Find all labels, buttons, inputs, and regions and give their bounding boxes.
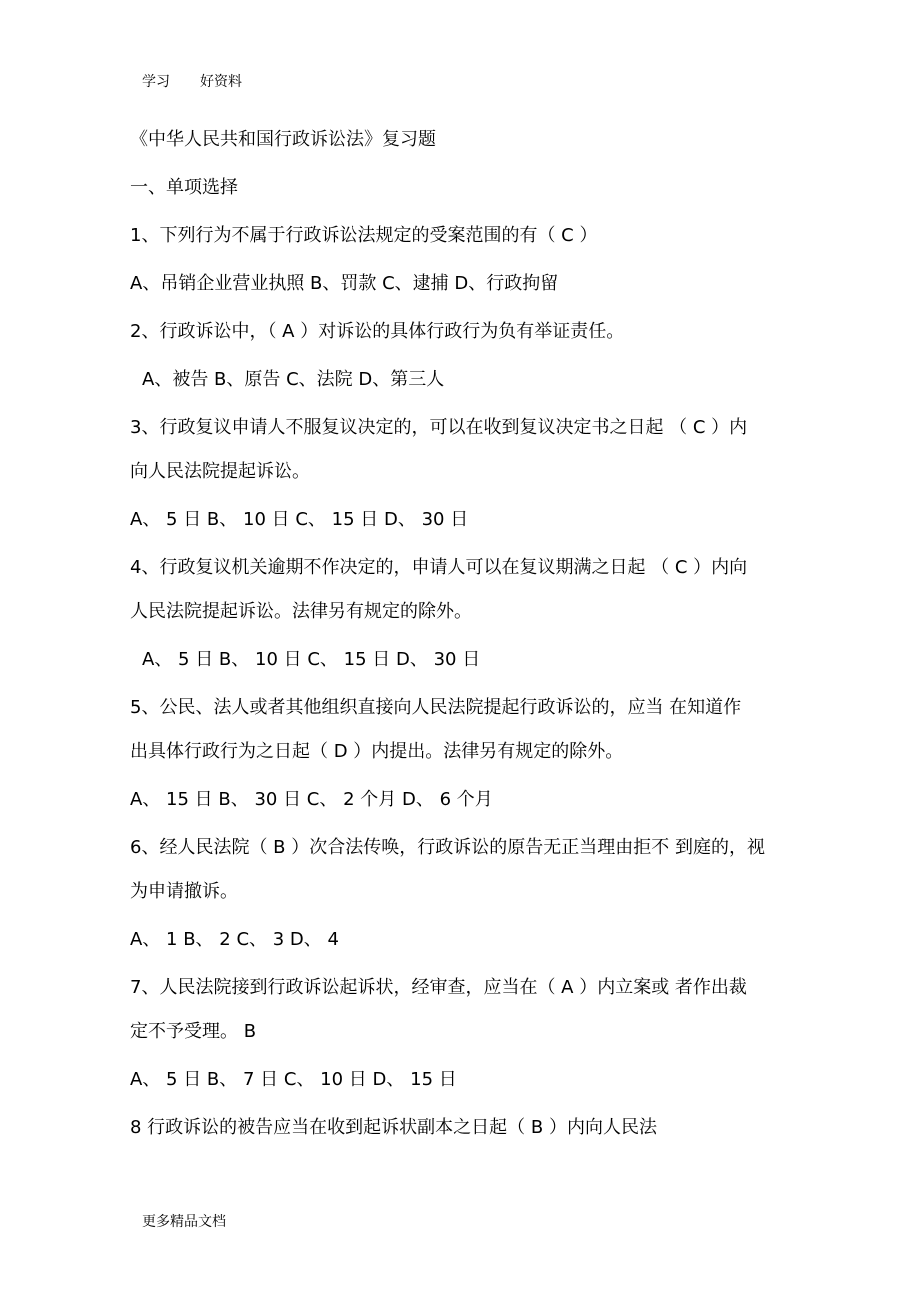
- question-7-line-2: 定不予受理。 B: [130, 1021, 257, 1042]
- question-6-line-2: 为申请撤诉。: [130, 881, 238, 902]
- options-7: A、 5 日 B、 7 日 C、 10 日 D、 15 日: [130, 1069, 457, 1090]
- question-5-line-1: 5、公民、法人或者其他组织直接向人民法院提起行政诉讼的，应当 在知道作: [130, 697, 742, 718]
- header-right-text: 好资料: [200, 74, 242, 90]
- section-heading: 一、单项选择: [130, 177, 238, 198]
- page-header: [142, 72, 242, 92]
- page-footer: 更多精品文档: [142, 1214, 226, 1230]
- header-left-text: 学习: [142, 74, 170, 90]
- options-6: A、 1 B、 2 C、 3 D、 4: [130, 929, 339, 950]
- options-4: A、 5 日 B、 10 日 C、 15 日 D、 30 日: [142, 649, 481, 670]
- question-4-line-1: 4、行政复议机关逾期不作决定的，申请人可以在复议期满之日起 （ C ）内向: [130, 557, 748, 578]
- question-8-line-1: 8 行政诉讼的被告应当在收到起诉状副本之日起（ B ）内向人民法: [130, 1117, 657, 1138]
- question-3-line-2: 向人民法院提起诉讼。: [130, 461, 310, 482]
- options-2: A、被告 B、原告 C、法院 D、第三人: [142, 369, 445, 390]
- document-title: 《中华人民共和国行政诉讼法》复习题: [130, 129, 436, 150]
- question-6-line-1: 6、经人民法院（ B ）次合法传唤，行政诉讼的原告无正当理由拒不 到庭的，视: [130, 837, 765, 858]
- question-3-line-1: 3、行政复议申请人不服复议决定的，可以在收到复议决定书之日起 （ C ）内: [130, 417, 748, 438]
- question-5-line-2: 出具体行政行为之日起（ D ）内提出。法律另有规定的除外。: [130, 741, 624, 762]
- document-body: [130, 128, 800, 1164]
- options-5: A、 15 日 B、 30 日 C、 2 个月 D、 6 个月: [130, 789, 493, 810]
- options-1: A、吊销企业营业执照 B、罚款 C、逮捕 D、行政拘留: [130, 273, 559, 294]
- question-4-line-2: 人民法院提起诉讼。法律另有规定的除外。: [130, 601, 472, 622]
- options-3: A、 5 日 B、 10 日 C、 15 日 D、 30 日: [130, 509, 469, 530]
- question-2: 2、行政诉讼中，（ A ）对诉讼的具体行政行为负有举证责任。: [130, 321, 625, 342]
- question-7-line-1: 7、人民法院接到行政诉讼起诉状，经审查，应当在（ A ）内立案或 者作出裁: [130, 977, 747, 998]
- question-1: 1、下列行为不属于行政诉讼法规定的受案范围的有（ C ）: [130, 225, 598, 246]
